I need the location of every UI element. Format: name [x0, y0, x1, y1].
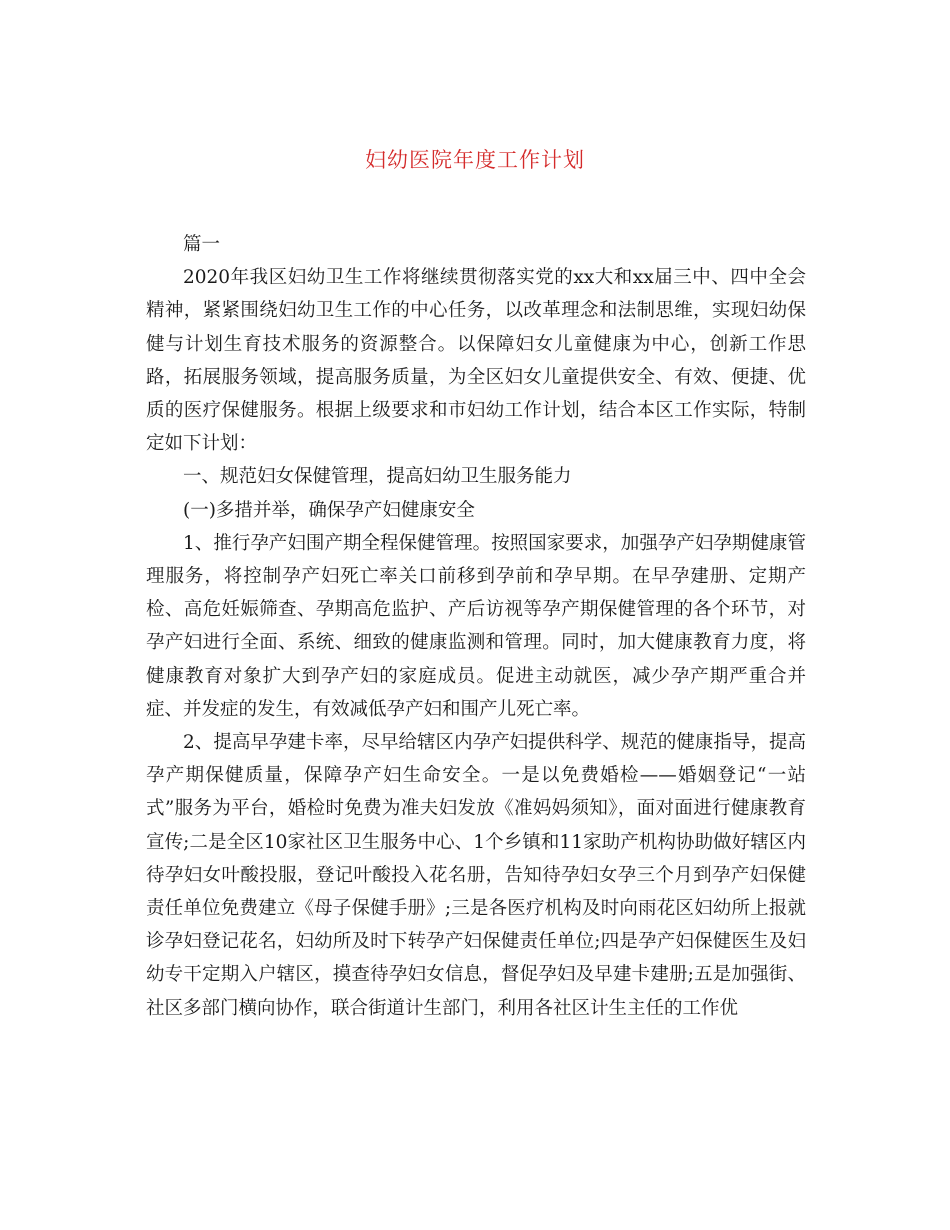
subheading-one: (一)多措并举，确保孕产妇健康安全: [183, 499, 475, 521]
document-body: [146, 228, 806, 1025]
paragraph-item-1: 1、推行孕产妇围产期全程保健管理。按照国家要求，加强孕产妇孕期健康管理服务，将控制孕产妇死亡率关口前移到孕前和孕早期。在早孕建册、定期产检、高危妊娠筛查、孕期高危监护、产后访视等孕产期保健管理的各个环节，对孕产妇进行全面、系统、细致的健康监测和管理。同时，加大健康教育力度，将健康教育对象扩大到孕产妇的家庭成员。促进主动就医，减少孕产期严重合并症、并发症的发生，有效减低孕产妇和围产儿死亡率。: [146, 532, 806, 720]
paragraph-item-2: 2、提高早孕建卡率，尽早给辖区内孕产妇提供科学、规范的健康指导，提高孕产期保健质量，保障孕产妇生命安全。一是以免费婚检——婚姻登记“一站式”服务为平台，婚检时免费为准夫妇发放《准妈妈须知》，面对面进行健康教育宣传;二是全区10家社区卫生服务中心、1个乡镇和11家助产机构协助做好辖区内待孕妇女叶酸投服，登记叶酸投入花名册，告知待孕妇女孕三个月到孕产妇保健责任单位免费建立《母子保健手册》;三是各医疗机构及时向雨花区妇幼所上报就诊孕妇登记花名，妇幼所及时下转孕产妇保健责任单位;四是孕产妇保健医生及妇幼专干定期入户辖区，摸查待孕妇女信息，督促孕妇及早建卡建册;五是加强街、社区多部门横向协作，联合街道计生部门，利用各社区计生主任的工作优: [146, 732, 806, 1019]
heading-section-one: 一、规范妇女保健管理，提高妇幼卫生服务能力: [183, 466, 572, 488]
document-title: 妇幼医院年度工作计划: [365, 148, 585, 172]
section-heading-part-one: 篇一: [183, 234, 221, 255]
intro-paragraph: 2020年我区妇幼卫生工作将继续贯彻落实党的xx大和xx届三中、四中全会精神，紧紧围绕妇幼卫生工作的中心任务，以改革理念和法制思维，实现妇幼保健与计划生育技术服务的资源整合。以保障妇女儿童健康为中心，创新工作思路，拓展服务领域，提高服务质量，为全区妇女儿童提供安全、有效、便捷、优质的医疗保健服务。根据上级要求和市妇幼工作计划，结合本区工作实际，特制定如下计划：: [146, 267, 806, 455]
